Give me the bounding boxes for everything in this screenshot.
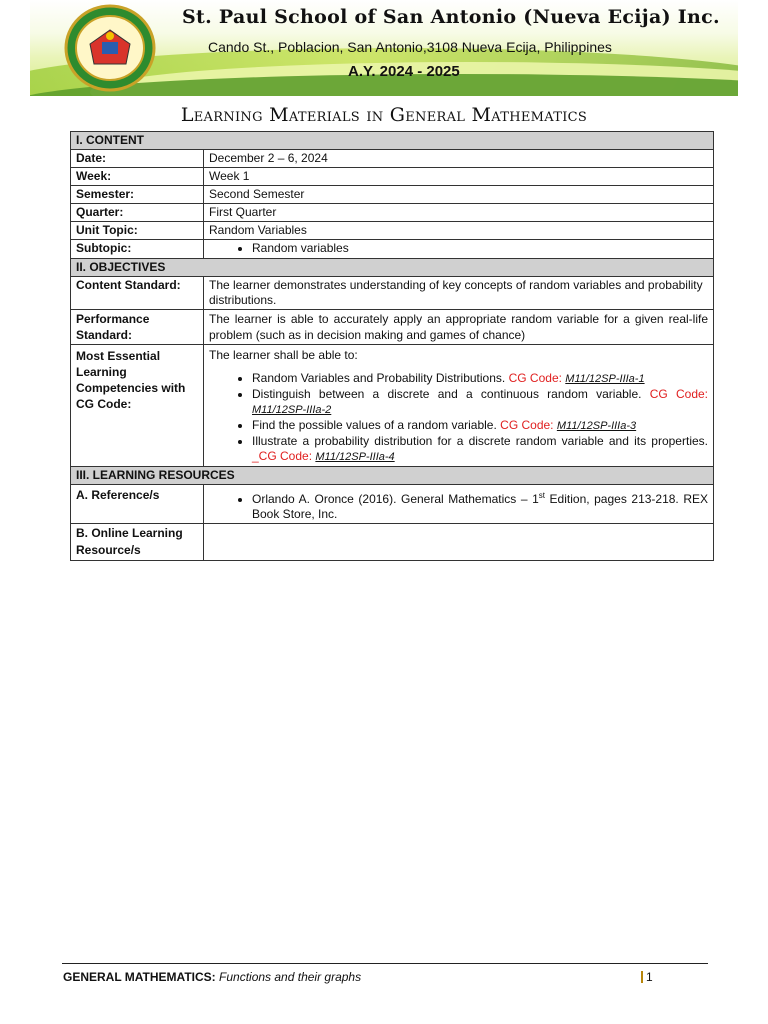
page-number bbox=[641, 970, 653, 984]
footer-subject: GENERAL MATHEMATICS: bbox=[63, 970, 216, 984]
section-header-row bbox=[71, 467, 714, 485]
row-label: Quarter: bbox=[71, 204, 204, 222]
row-value: December 2 – 6, 2024 bbox=[204, 150, 714, 168]
reference-text: Orlando A. Oronce (2016). General Mathematics – 1 bbox=[252, 492, 539, 506]
section-header-row bbox=[71, 259, 714, 277]
footer-divider bbox=[62, 963, 708, 964]
row-value bbox=[204, 524, 714, 561]
list-item bbox=[252, 488, 708, 522]
table-row bbox=[71, 204, 714, 222]
table-row bbox=[71, 168, 714, 186]
competency-text: Find the possible values of a random variable. bbox=[252, 418, 497, 432]
page-bar bbox=[641, 971, 643, 983]
cg-code-label: CG Code: bbox=[500, 418, 554, 432]
row-value: The learner is able to accurately apply an appropriate random variable for a given real-life problem (such as in decision making and games of chance) bbox=[204, 310, 714, 345]
subtopic-list bbox=[209, 241, 708, 256]
school-seal-icon bbox=[60, 4, 160, 92]
row-label: Subtopic: bbox=[71, 240, 204, 259]
table-row bbox=[71, 524, 714, 561]
section-heading: III. LEARNING RESOURCES bbox=[71, 467, 714, 485]
cg-code-label: _CG Code: bbox=[252, 449, 313, 463]
page-title: Learning Materials in General Mathematics bbox=[180, 104, 588, 126]
row-value bbox=[204, 485, 714, 524]
cg-code: M11/12SP-IIIa-2 bbox=[252, 404, 332, 416]
page-number-value: 1 bbox=[646, 970, 653, 984]
row-value: Week 1 bbox=[204, 168, 714, 186]
row-value: Second Semester bbox=[204, 186, 714, 204]
reference-sup: st bbox=[538, 491, 545, 500]
row-label: Week: bbox=[71, 168, 204, 186]
table-row bbox=[71, 240, 714, 259]
cg-code-label: CG Code: bbox=[649, 387, 708, 401]
row-label: Semester: bbox=[71, 186, 204, 204]
competency-text: Illustrate a probability distribution for a discrete random variable and its properties. bbox=[252, 434, 708, 448]
row-label: Content Standard: bbox=[71, 277, 204, 310]
school-name: St. Paul School of San Antonio (Nueva Ecija) Inc. bbox=[182, 6, 720, 28]
competency-text: Distinguish between a discrete and a continuous random variable. bbox=[252, 387, 642, 401]
competency-list bbox=[209, 371, 708, 465]
competency-intro: The learner shall be able to: bbox=[209, 348, 358, 362]
academic-year: A.Y. 2024 - 2025 bbox=[348, 63, 460, 80]
table-row bbox=[71, 485, 714, 524]
reference-text: Edition, pages 213-218. REX Book Store, Inc. bbox=[252, 492, 709, 521]
competency-text: Random Variables and Probability Distributions. bbox=[252, 371, 506, 385]
table-row bbox=[71, 277, 714, 310]
section-heading: II. OBJECTIVES bbox=[71, 259, 714, 277]
reference-list bbox=[209, 488, 708, 522]
footer bbox=[63, 970, 361, 984]
footer-subtitle: Functions and their graphs bbox=[219, 970, 362, 984]
row-label: Most Essential Learning Competencies with CG Code: bbox=[71, 345, 204, 467]
row-value: The learner demonstrates understanding of key concepts of random variables and probability distributions. bbox=[204, 277, 714, 310]
row-label: Performance Standard: bbox=[71, 310, 204, 345]
learning-materials-table bbox=[70, 131, 714, 561]
cg-code: M11/12SP-IIIa-4 bbox=[315, 451, 395, 463]
section-header-row bbox=[71, 132, 714, 150]
list-item bbox=[252, 371, 708, 387]
table-row bbox=[71, 345, 714, 467]
row-value bbox=[204, 345, 714, 467]
list-item: • Random variables bbox=[252, 241, 708, 256]
school-address: Cando St., Poblacion, San Antonio,3108 Nueva Ecija, Philippines bbox=[208, 39, 612, 55]
row-label: Date: bbox=[71, 150, 204, 168]
row-value: Random Variables bbox=[204, 222, 714, 240]
list-item bbox=[252, 387, 708, 418]
row-value bbox=[204, 240, 714, 259]
list-item bbox=[252, 434, 708, 465]
row-value: First Quarter bbox=[204, 204, 714, 222]
table-row bbox=[71, 150, 714, 168]
section-heading: I. CONTENT bbox=[71, 132, 714, 150]
cg-code: M11/12SP-IIIa-1 bbox=[565, 373, 645, 385]
row-label: A. Reference/s bbox=[71, 485, 204, 524]
list-item bbox=[252, 418, 708, 434]
table-row bbox=[71, 186, 714, 204]
table-row bbox=[71, 222, 714, 240]
row-label: Unit Topic: bbox=[71, 222, 204, 240]
cg-code-label: CG Code: bbox=[508, 371, 562, 385]
header-banner bbox=[30, 0, 738, 96]
table-row bbox=[71, 310, 714, 345]
cg-code: M11/12SP-IIIa-3 bbox=[556, 420, 637, 432]
row-label: B. Online Learning Resource/s bbox=[71, 524, 204, 561]
